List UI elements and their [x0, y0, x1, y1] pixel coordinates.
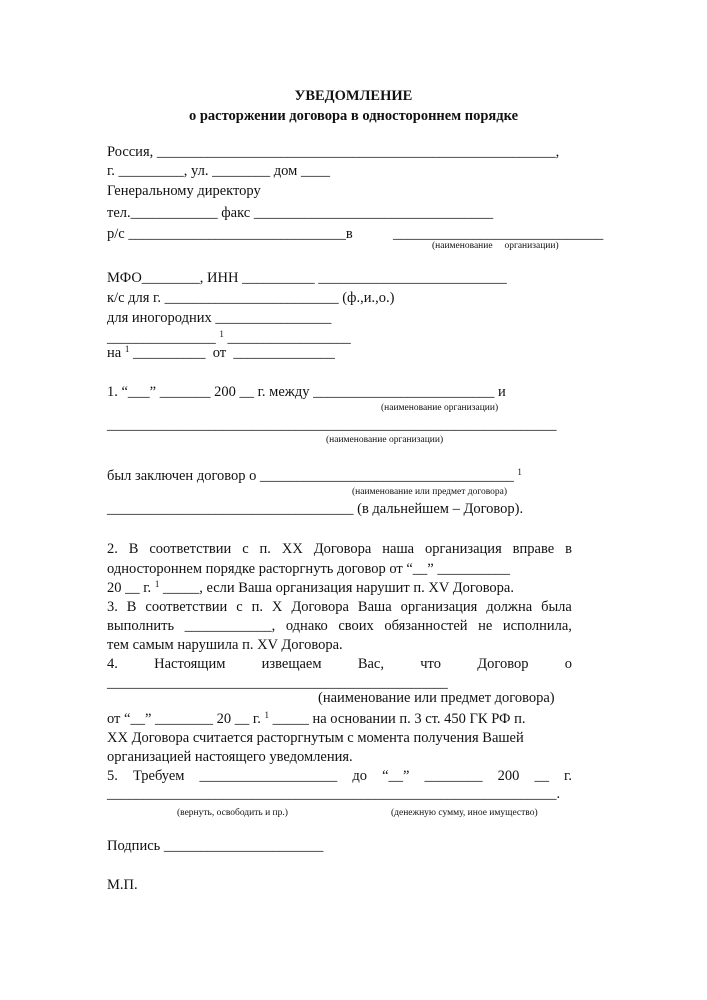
word: Договора: [291, 599, 349, 615]
word: вправе: [512, 541, 555, 557]
word: 5.: [107, 768, 118, 784]
word: ___________________: [199, 768, 338, 784]
signature-line: Подпись ______________________: [107, 838, 324, 854]
word: “__”: [382, 768, 410, 784]
word: выполнить: [107, 618, 175, 634]
bank-name-field: _____________________________: [393, 226, 604, 242]
word: однако: [285, 618, 328, 634]
word: соответствии: [145, 599, 228, 615]
caption-money: (денежную сумму, иное имущество): [391, 808, 538, 818]
word: 2.: [107, 541, 118, 557]
word: ХХ: [281, 541, 303, 557]
second-party-line: ______________________________________________________________: [107, 417, 557, 433]
word: ____________,: [184, 618, 276, 634]
word: Договора: [313, 541, 372, 557]
word: Требуем: [132, 768, 185, 784]
word: что: [420, 656, 441, 672]
footnoted-line-2: на $^1$ __________ от ______________: [107, 344, 335, 361]
paragraph-4-line-6: организацией настоящего уведомления.: [107, 749, 353, 765]
bank-account-line: р/с ______________________________в: [107, 226, 353, 242]
word: Х: [271, 599, 283, 615]
word: обязанностей: [384, 618, 468, 634]
word: была: [541, 599, 572, 615]
word: п.: [259, 541, 271, 557]
word: наша: [382, 541, 415, 557]
contract-subject-line: был заключен договор о ___________________________________ $^1$: [107, 467, 522, 484]
word: должна: [486, 599, 533, 615]
word: не: [478, 618, 493, 634]
word: извещаем: [261, 656, 322, 672]
word: 4.: [107, 656, 118, 672]
word: своих: [338, 618, 374, 634]
paragraph-3-line-3: тем самым нарушила п. XV Договора.: [107, 637, 343, 653]
word: __: [534, 768, 549, 784]
word: ________: [424, 768, 483, 784]
caption-contract-subject-2: (наименование или предмет договора): [318, 690, 555, 706]
paragraph-4-blank-line: _______________________________________________: [107, 675, 448, 691]
word: п.: [251, 599, 263, 615]
document-title: УВЕДОМЛЕНИЕ: [294, 88, 413, 104]
paragraph-4-line-1: [107, 656, 572, 673]
paragraph-2-line-2: одностороннем порядке расторгнуть договор от “__” __________: [107, 561, 510, 577]
word: Настоящим: [154, 656, 226, 672]
document-subtitle: о расторжении договора в одностороннем порядке: [188, 108, 519, 124]
word: 3.: [107, 599, 118, 615]
paragraph-4-line-4: от “__” ________ 20 __ г. $^1$ _____ на основании п. 3 ст. 450 ГК РФ п.: [107, 710, 526, 727]
word: исполнила,: [502, 618, 572, 634]
paragraph-3-line-1: [107, 599, 572, 616]
footnote-mark: 1: [517, 467, 522, 477]
word: с: [236, 599, 243, 615]
paragraph-2-line-3: 20 __ г. $^1$ _____, если Ваша организация нарушит п. XV Договора.: [107, 579, 514, 596]
paragraph-5-line-2: ______________________________________________________________.: [107, 786, 561, 802]
caption-organization-name-2: (наименование организации): [381, 403, 499, 413]
address-city-line: г. _________, ул. ________ дом ____: [107, 163, 330, 179]
caption-organization-name: (наименование организации): [432, 241, 559, 251]
footnote-mark: 1: [264, 710, 269, 720]
correspondent-account-line: к/с для г. ________________________ (ф.,и.,о.): [107, 290, 395, 306]
word: 200: [497, 768, 520, 784]
word: Вас,: [357, 656, 384, 672]
word: о: [564, 656, 572, 672]
recipient-line: Генеральному директору: [107, 183, 261, 199]
stamp-label: М.П.: [107, 877, 138, 893]
paragraph-5-line-1: [107, 768, 572, 785]
address-country-line: Россия, _______________________________________________________,: [107, 144, 560, 160]
footnote-mark: 1: [219, 329, 224, 339]
caption-return: (вернуть, освободить и пр.): [177, 808, 288, 818]
footnote-mark: 1: [124, 344, 130, 354]
nonresident-line: для иногородних ________________: [107, 310, 332, 326]
word: в: [565, 541, 572, 557]
paragraph-1-date-line: 1. “___” _______ 200 __ г. между _________________________ и: [107, 384, 506, 400]
word: организация: [424, 541, 502, 557]
word: В: [126, 599, 137, 615]
phone-fax-line: тел.____________ факс _________________________________: [107, 205, 494, 221]
paragraph-3-line-2: [107, 618, 572, 635]
caption-contract-subject: (наименование или предмет договора): [352, 487, 508, 497]
word: г.: [564, 768, 572, 784]
word: до: [352, 768, 367, 784]
footnote-mark: 1: [154, 579, 160, 589]
word: Ваша: [357, 599, 392, 615]
word: В: [128, 541, 139, 557]
bank-codes-line: МФО________, ИНН __________ __________________________: [107, 270, 507, 286]
footnoted-line-1: _______________ $^1$ _________________: [107, 329, 351, 346]
word: соответствии: [149, 541, 232, 557]
caption-organization-name-3: (наименование организации): [326, 435, 444, 445]
contract-definition-line: __________________________________ (в дальнейшем – Договор).: [107, 501, 524, 517]
word: с: [242, 541, 249, 557]
paragraph-4-line-5: ХХ Договора считается расторгнутым с момента получения Вашей: [107, 730, 524, 746]
paragraph-2-line-1: [107, 541, 572, 558]
word: организация: [400, 599, 478, 615]
word: Договор: [477, 656, 529, 672]
